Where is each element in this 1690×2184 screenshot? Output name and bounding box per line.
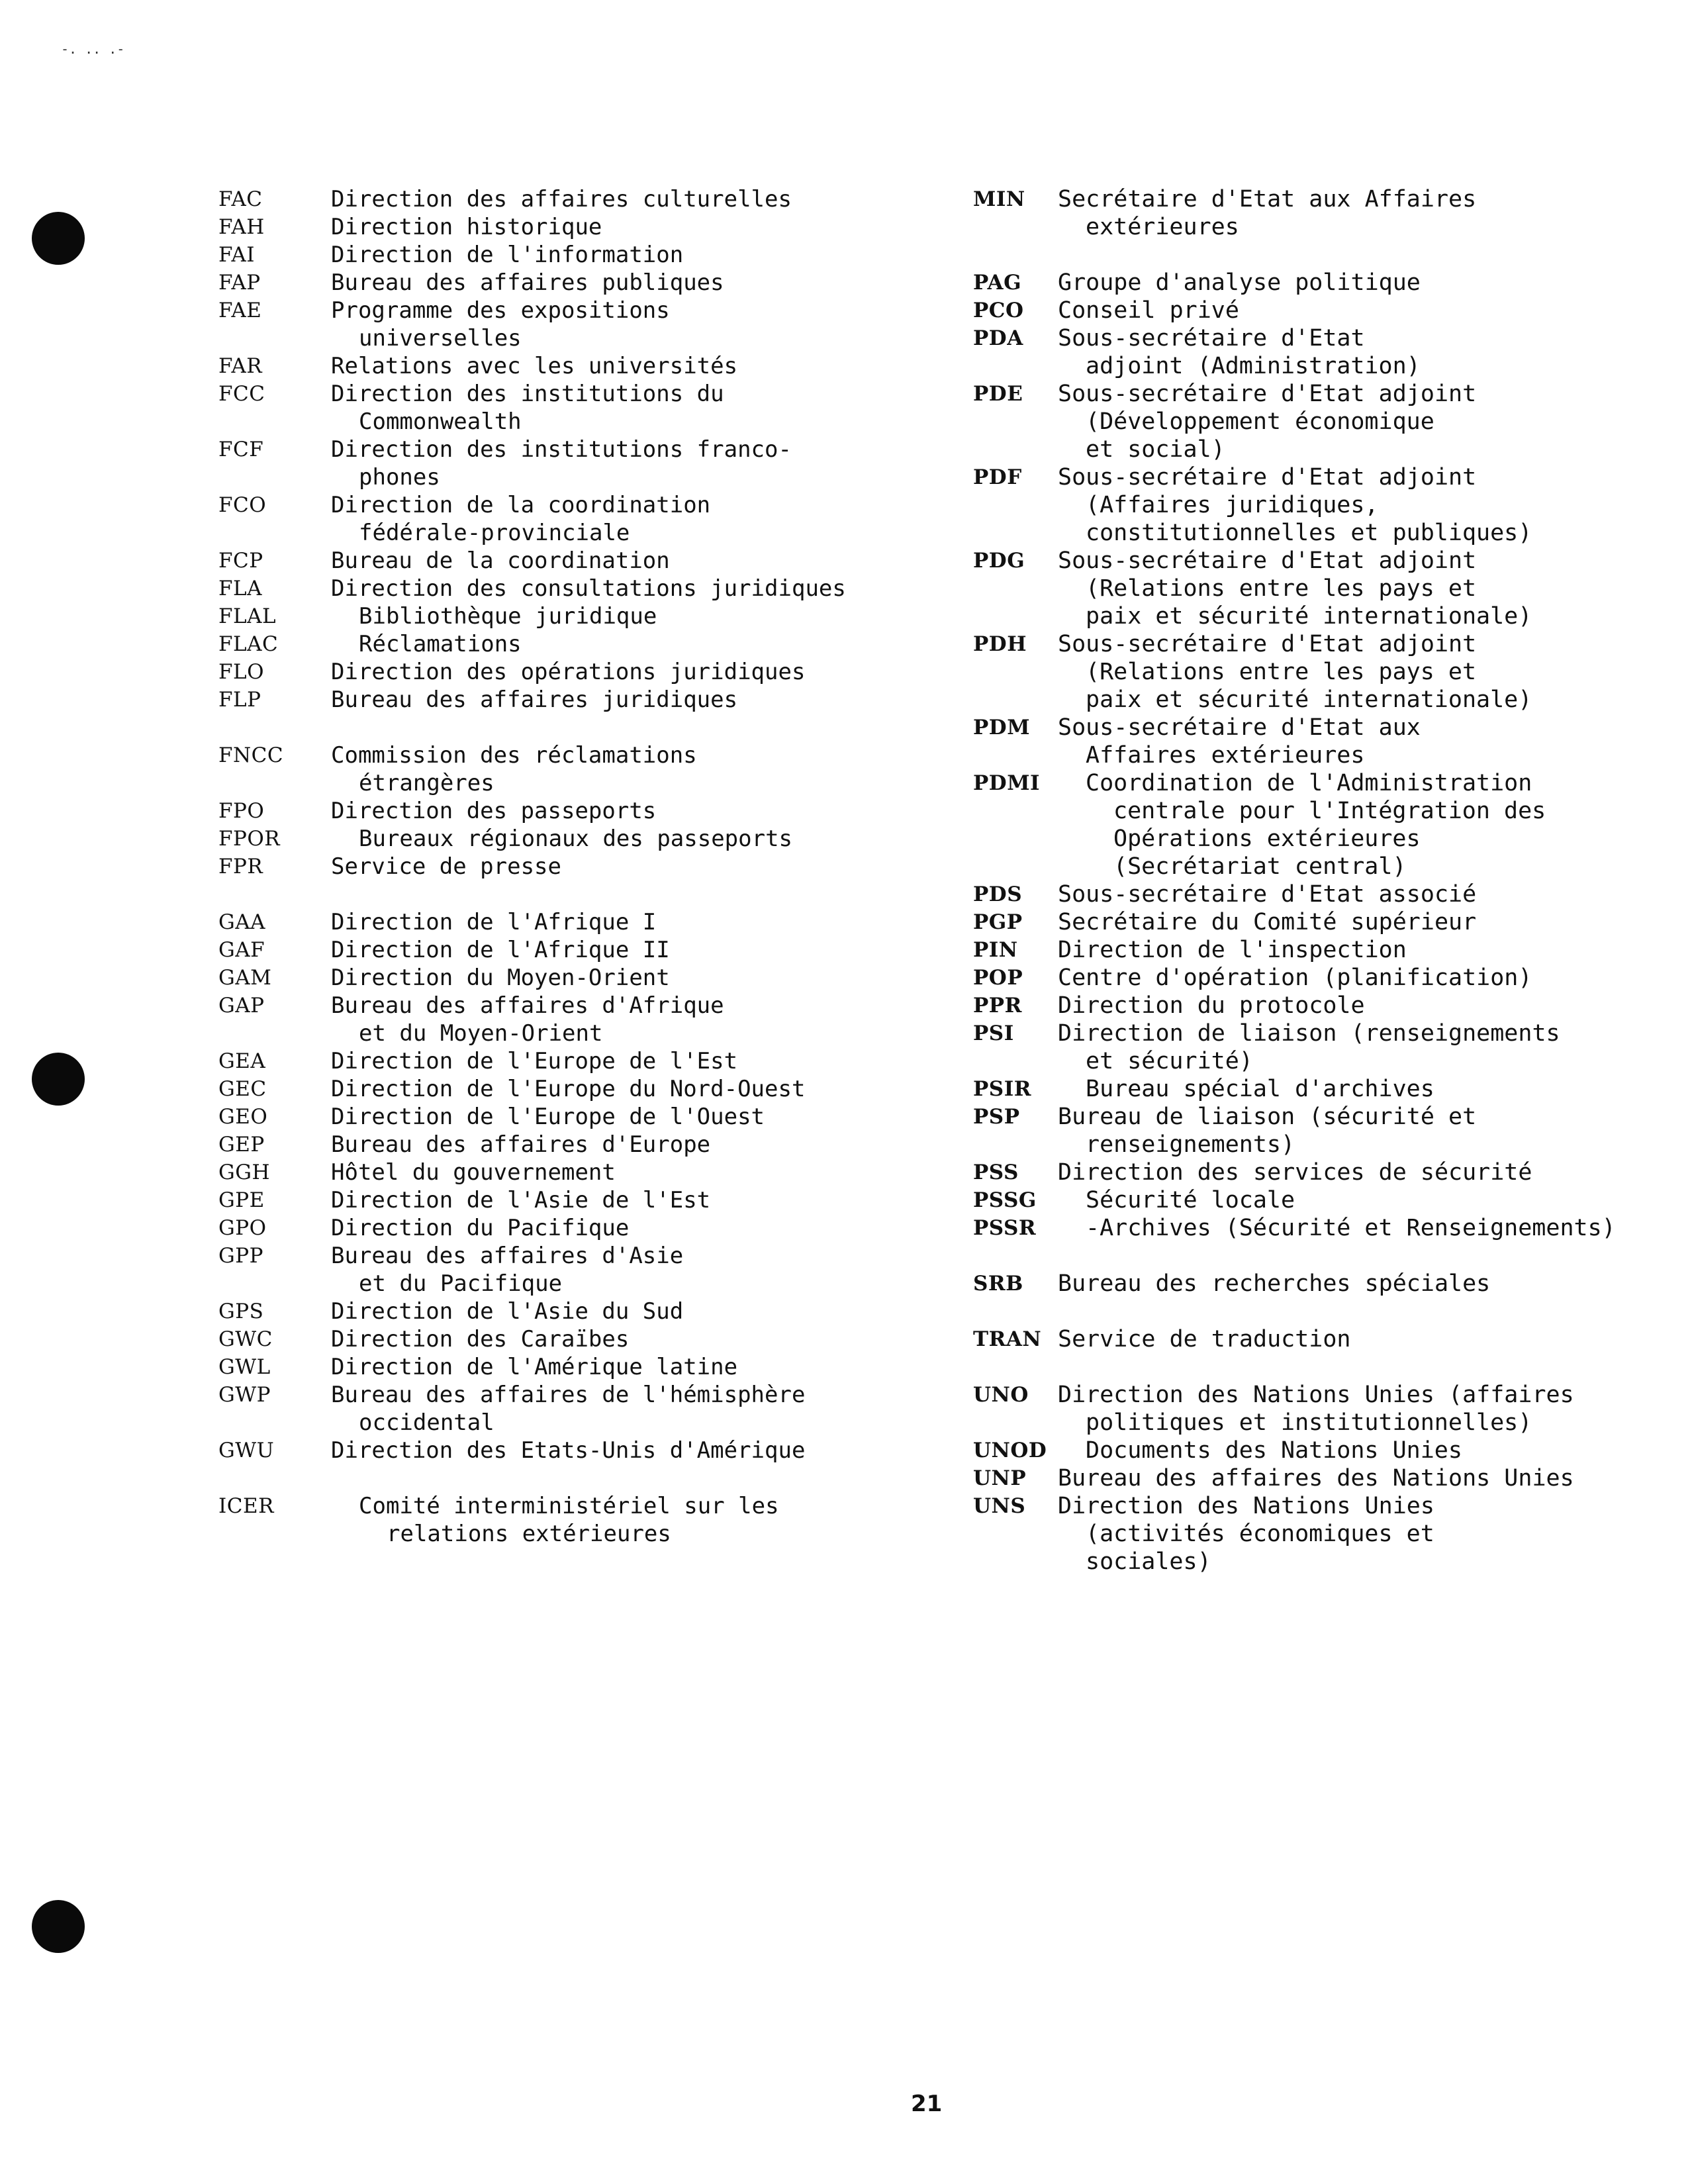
abbreviation-entry bbox=[218, 1075, 914, 1103]
description-line: Hôtel du gouvernement bbox=[331, 1159, 616, 1186]
description-line: Direction du Pacifique bbox=[331, 1215, 630, 1241]
abbreviation-code: FLAL bbox=[218, 604, 277, 628]
abbreviation-code: FCC bbox=[218, 382, 265, 406]
abbreviation-description bbox=[331, 269, 914, 297]
abbreviation-description bbox=[331, 992, 914, 1047]
abbreviation-description bbox=[331, 1437, 914, 1464]
abbreviation-code: UNO bbox=[973, 1383, 1029, 1407]
abbreviation-code: GWL bbox=[218, 1355, 271, 1379]
description-line: Réclamations bbox=[359, 631, 522, 657]
abbreviation-code: FPO bbox=[218, 799, 265, 823]
page-number: 21 bbox=[911, 2091, 943, 2117]
abbreviation-code: FPR bbox=[218, 855, 263, 878]
abbreviation-description bbox=[1058, 1381, 1675, 1437]
description-line: Bureau de liaison (sécurité et bbox=[1058, 1104, 1477, 1130]
description-line: Bureau de la coordination bbox=[331, 547, 670, 574]
abbreviation-description bbox=[331, 797, 914, 825]
spacer bbox=[973, 1242, 1675, 1270]
abbreviation-code: PDH bbox=[973, 632, 1027, 656]
abbreviation-entry bbox=[218, 741, 914, 797]
abbreviation-description bbox=[1058, 1186, 1675, 1214]
abbreviation-entry bbox=[973, 908, 1675, 936]
abbreviation-code: GPS bbox=[218, 1300, 264, 1323]
abbreviation-code: GPO bbox=[218, 1216, 267, 1240]
abbreviation-entry bbox=[973, 1075, 1675, 1103]
abbreviation-description bbox=[331, 741, 914, 797]
abbreviation-entry bbox=[218, 380, 914, 436]
abbreviation-description bbox=[1058, 547, 1675, 630]
description-line: Secrétaire du Comité supérieur bbox=[1058, 909, 1477, 935]
description-line: Direction de l'information bbox=[331, 242, 684, 268]
abbreviation-code: PDE bbox=[973, 382, 1023, 406]
abbreviation-description bbox=[331, 1242, 914, 1298]
abbreviation-entry bbox=[973, 1020, 1675, 1075]
abbreviation-code: SRB bbox=[973, 1272, 1023, 1296]
description-line: Bibliothèque juridique bbox=[359, 603, 657, 630]
abbreviation-description bbox=[331, 1075, 914, 1103]
abbreviation-code: FAH bbox=[218, 215, 265, 239]
abbreviation-code: PSS bbox=[973, 1161, 1019, 1184]
abbreviation-entry bbox=[218, 1437, 914, 1464]
description-line: étrangères bbox=[359, 770, 494, 796]
abbreviation-entry bbox=[218, 1131, 914, 1159]
description-line: Direction de l'Amérique latine bbox=[331, 1354, 738, 1380]
abbreviation-code: PDA bbox=[973, 326, 1023, 350]
abbreviation-code: GAF bbox=[218, 938, 265, 962]
abbreviation-entry bbox=[973, 269, 1675, 297]
abbreviation-description bbox=[331, 1103, 914, 1131]
description-line: Groupe d'analyse politique bbox=[1058, 269, 1421, 296]
description-line: Bureau des affaires d'Asie bbox=[331, 1243, 684, 1269]
description-line: Bureau des affaires de l'hémisphère bbox=[331, 1382, 806, 1408]
description-line: Direction des institutions franco- bbox=[331, 436, 792, 463]
description-line: Bureau des affaires des Nations Unies bbox=[1058, 1465, 1574, 1492]
abbreviation-description bbox=[1058, 880, 1675, 908]
abbreviation-entry bbox=[973, 630, 1675, 714]
abbreviation-entry bbox=[973, 1325, 1675, 1353]
description-line: Bureau spécial d'archives bbox=[1086, 1076, 1434, 1102]
abbreviation-description bbox=[331, 1381, 914, 1437]
abbreviation-code: PIN bbox=[973, 938, 1018, 962]
description-line: Bureau des affaires d'Afrique bbox=[331, 992, 724, 1019]
description-line: Direction historique bbox=[331, 214, 602, 240]
description-line: Direction des affaires culturelles bbox=[331, 186, 792, 213]
abbreviation-code: GPP bbox=[218, 1244, 263, 1268]
abbreviation-description bbox=[331, 491, 914, 547]
abbreviation-code: GPE bbox=[218, 1188, 265, 1212]
description-line: Direction de la coordination bbox=[331, 492, 711, 518]
abbreviation-description bbox=[331, 936, 914, 964]
abbreviation-entry bbox=[973, 463, 1675, 547]
abbreviation-entry bbox=[218, 1381, 914, 1437]
abbreviation-code: PAG bbox=[973, 271, 1022, 295]
description-line: Service de traduction bbox=[1058, 1326, 1351, 1353]
description-line: Sous-secrétaire d'Etat bbox=[1058, 325, 1365, 352]
description-line: Conseil privé bbox=[1058, 297, 1239, 324]
abbreviation-code: PDG bbox=[973, 549, 1025, 573]
abbreviation-entry bbox=[973, 1159, 1675, 1186]
abbreviation-code: UNS bbox=[973, 1494, 1026, 1518]
abbreviation-entry bbox=[218, 547, 914, 575]
abbreviation-entry bbox=[218, 436, 914, 491]
abbreviation-description bbox=[1058, 1159, 1675, 1186]
abbreviation-entry bbox=[218, 1353, 914, 1381]
corner-marks: -. .. .- bbox=[61, 41, 125, 57]
description-line: Direction de l'Europe du Nord-Ouest bbox=[331, 1076, 806, 1102]
abbreviation-entry bbox=[973, 992, 1675, 1020]
description-line: et du Moyen-Orient bbox=[359, 1020, 603, 1047]
abbreviation-code: FNCC bbox=[218, 743, 284, 767]
description-line: phones bbox=[359, 464, 440, 491]
description-line: sociales) bbox=[1086, 1548, 1211, 1575]
abbreviation-code: FAI bbox=[218, 243, 255, 267]
description-line: et du Pacifique bbox=[359, 1270, 563, 1297]
description-line: Direction des institutions du bbox=[331, 381, 724, 407]
abbreviation-description bbox=[331, 1159, 914, 1186]
abbreviation-code: PDF bbox=[973, 465, 1022, 489]
abbreviation-description bbox=[331, 1353, 914, 1381]
description-line: Bureau des affaires d'Europe bbox=[331, 1131, 711, 1158]
description-line: Direction de l'Asie de l'Est bbox=[331, 1187, 711, 1213]
abbreviation-code: PPR bbox=[973, 994, 1022, 1018]
description-line: constitutionnelles et publiques) bbox=[1086, 520, 1532, 546]
description-line: relations extérieures bbox=[387, 1521, 671, 1547]
abbreviation-description bbox=[1058, 1020, 1675, 1075]
description-line: Direction des opérations juridiques bbox=[331, 659, 806, 685]
abbreviation-code: FCP bbox=[218, 549, 263, 573]
description-line: Bureau des recherches spéciales bbox=[1058, 1270, 1491, 1297]
abbreviation-description bbox=[331, 575, 914, 602]
description-line: Direction des passeports bbox=[331, 798, 657, 824]
abbreviation-code: PDM bbox=[973, 716, 1031, 739]
abbreviation-code: UNP bbox=[973, 1466, 1027, 1490]
description-line: Commission des réclamations bbox=[331, 742, 697, 769]
abbreviation-entry bbox=[218, 602, 914, 630]
description-line: extérieures bbox=[1086, 214, 1239, 240]
abbreviation-code: TRAN bbox=[973, 1327, 1042, 1351]
abbreviation-code: FCO bbox=[218, 493, 267, 517]
abbreviation-description bbox=[331, 825, 914, 853]
spacer bbox=[218, 1464, 914, 1492]
abbreviation-description bbox=[1058, 380, 1675, 463]
description-line: Commonwealth bbox=[359, 408, 522, 435]
abbreviation-entry bbox=[218, 1492, 914, 1548]
description-line: adjoint (Administration) bbox=[1086, 353, 1421, 379]
abbreviation-description bbox=[1058, 297, 1675, 324]
abbreviation-description bbox=[1058, 769, 1675, 880]
abbreviation-code: GEA bbox=[218, 1049, 266, 1073]
abbreviation-description bbox=[331, 1325, 914, 1353]
abbreviation-description bbox=[331, 630, 914, 658]
abbreviation-entry bbox=[973, 1492, 1675, 1576]
spacer bbox=[973, 1353, 1675, 1381]
description-line: Direction de l'Afrique I bbox=[331, 909, 657, 935]
abbreviation-code: FPOR bbox=[218, 827, 281, 851]
abbreviation-code: PSSG bbox=[973, 1188, 1037, 1212]
abbreviation-entry bbox=[218, 213, 914, 241]
abbreviation-description bbox=[331, 1186, 914, 1214]
description-line: Direction des consultations juridiques bbox=[331, 575, 846, 602]
description-line: Comité interministériel sur les bbox=[359, 1493, 779, 1519]
description-line: Direction de l'inspection bbox=[1058, 937, 1407, 963]
abbreviation-description bbox=[331, 1214, 914, 1242]
abbreviation-code: FLP bbox=[218, 688, 261, 712]
description-line: Direction des Nations Unies bbox=[1058, 1493, 1434, 1519]
abbreviation-description bbox=[331, 658, 914, 686]
abbreviation-entry bbox=[218, 297, 914, 352]
abbreviation-code: GGH bbox=[218, 1161, 271, 1184]
left-column bbox=[218, 185, 914, 1548]
description-line: centrale pour l'Intégration des bbox=[1113, 798, 1546, 824]
abbreviation-code: PSIR bbox=[973, 1077, 1031, 1101]
description-line: Direction des services de sécurité bbox=[1058, 1159, 1532, 1186]
description-line: paix et sécurité internationale) bbox=[1086, 687, 1532, 713]
abbreviation-entry bbox=[218, 1186, 914, 1214]
description-line: Sous-secrétaire d'Etat aux bbox=[1058, 714, 1421, 741]
abbreviation-entry bbox=[973, 769, 1675, 880]
abbreviation-entry bbox=[973, 1186, 1675, 1214]
description-line: (Relations entre les pays et bbox=[1086, 575, 1477, 602]
abbreviation-entry bbox=[973, 1381, 1675, 1437]
description-line: Direction du Moyen-Orient bbox=[331, 965, 670, 991]
description-line: Sous-secrétaire d'Etat associé bbox=[1058, 881, 1477, 908]
spacer bbox=[218, 880, 914, 908]
abbreviation-code: GAP bbox=[218, 994, 265, 1018]
abbreviation-description bbox=[1058, 908, 1675, 936]
abbreviation-code: PGP bbox=[973, 910, 1023, 934]
abbreviation-description bbox=[331, 686, 914, 714]
abbreviation-description bbox=[1058, 1464, 1675, 1492]
abbreviation-code: PDMI bbox=[973, 771, 1041, 795]
abbreviation-description bbox=[1058, 463, 1675, 547]
abbreviation-entry bbox=[973, 547, 1675, 630]
description-line: Direction de l'Europe de l'Ouest bbox=[331, 1104, 765, 1130]
description-line: Relations avec les universités bbox=[331, 353, 738, 379]
description-line: Direction des Caraïbes bbox=[331, 1326, 630, 1353]
abbreviation-code: PCO bbox=[973, 299, 1024, 322]
abbreviation-description bbox=[1058, 630, 1675, 714]
abbreviation-description bbox=[331, 297, 914, 352]
abbreviation-description bbox=[1058, 269, 1675, 297]
description-line: Affaires extérieures bbox=[1086, 742, 1365, 769]
abbreviation-entry bbox=[218, 1047, 914, 1075]
spacer bbox=[973, 241, 1675, 269]
abbreviation-description bbox=[1058, 964, 1675, 992]
description-line: Documents des Nations Unies bbox=[1086, 1437, 1462, 1464]
abbreviation-code: FLO bbox=[218, 660, 265, 684]
description-line: (activités économiques et bbox=[1086, 1521, 1434, 1547]
abbreviation-code: FLAC bbox=[218, 632, 279, 656]
abbreviation-code: GEC bbox=[218, 1077, 267, 1101]
description-line: paix et sécurité internationale) bbox=[1086, 603, 1532, 630]
abbreviation-description bbox=[331, 213, 914, 241]
binder-hole bbox=[32, 1900, 85, 1953]
abbreviation-entry bbox=[973, 1437, 1675, 1464]
abbreviation-code: ICER bbox=[218, 1494, 274, 1518]
abbreviation-entry bbox=[218, 269, 914, 297]
abbreviation-entry bbox=[973, 936, 1675, 964]
spacer bbox=[973, 1298, 1675, 1325]
abbreviation-entry bbox=[218, 1214, 914, 1242]
description-line: politiques et institutionnelles) bbox=[1086, 1409, 1532, 1436]
abbreviation-description bbox=[331, 1298, 914, 1325]
abbreviation-entry bbox=[218, 825, 914, 853]
abbreviation-entry bbox=[218, 575, 914, 602]
right-column bbox=[973, 185, 1675, 1576]
description-line: Sous-secrétaire d'Etat adjoint bbox=[1058, 381, 1477, 407]
abbreviation-description bbox=[331, 1492, 914, 1548]
abbreviation-code: FAC bbox=[218, 187, 263, 211]
abbreviation-entry bbox=[973, 714, 1675, 769]
description-line: Coordination de l'Administration bbox=[1086, 770, 1532, 796]
abbreviation-description bbox=[331, 964, 914, 992]
abbreviation-code: PSP bbox=[973, 1105, 1020, 1129]
abbreviation-entry bbox=[973, 297, 1675, 324]
abbreviation-description bbox=[1058, 1437, 1675, 1464]
abbreviation-code: PDS bbox=[973, 882, 1023, 906]
abbreviation-code: GAA bbox=[218, 910, 266, 934]
abbreviation-entry bbox=[218, 853, 914, 880]
description-line: occidental bbox=[359, 1409, 494, 1436]
abbreviation-entry bbox=[218, 185, 914, 213]
description-line: et sécurité) bbox=[1086, 1048, 1253, 1074]
description-line: Centre d'opération (planification) bbox=[1058, 965, 1532, 991]
description-line: (Affaires juridiques, bbox=[1086, 492, 1379, 518]
abbreviation-description bbox=[1058, 714, 1675, 769]
abbreviation-code: FAP bbox=[218, 271, 261, 295]
abbreviation-description bbox=[1058, 936, 1675, 964]
abbreviation-entry bbox=[218, 1103, 914, 1131]
abbreviation-description bbox=[1058, 324, 1675, 380]
description-line: Sécurité locale bbox=[1086, 1187, 1295, 1213]
abbreviation-entry bbox=[973, 324, 1675, 380]
description-line: Direction des Etats-Unis d'Amérique bbox=[331, 1437, 806, 1464]
abbreviation-description bbox=[331, 853, 914, 880]
description-line: fédérale-provinciale bbox=[359, 520, 630, 546]
abbreviation-entry bbox=[973, 185, 1675, 241]
abbreviation-code: GEP bbox=[218, 1133, 265, 1157]
abbreviation-code: GAM bbox=[218, 966, 272, 990]
description-line: Direction de l'Asie du Sud bbox=[331, 1298, 684, 1325]
description-line: universelles bbox=[359, 325, 522, 352]
abbreviation-description bbox=[1058, 1270, 1675, 1298]
description-line: Service de presse bbox=[331, 853, 561, 880]
description-line: Bureau des affaires juridiques bbox=[331, 687, 738, 713]
abbreviation-code: FLA bbox=[218, 577, 262, 600]
abbreviation-description bbox=[331, 185, 914, 213]
abbreviation-code: PSI bbox=[973, 1021, 1014, 1045]
abbreviation-description bbox=[1058, 1103, 1675, 1159]
abbreviation-entry bbox=[218, 241, 914, 269]
abbreviation-description bbox=[331, 1047, 914, 1075]
abbreviation-entry bbox=[218, 658, 914, 686]
description-line: Bureau des affaires publiques bbox=[331, 269, 724, 296]
abbreviation-entry bbox=[973, 964, 1675, 992]
description-line: Direction de l'Afrique II bbox=[331, 937, 670, 963]
abbreviation-entry bbox=[218, 1159, 914, 1186]
description-line: -Archives (Sécurité et Renseignements) bbox=[1086, 1215, 1616, 1241]
abbreviation-code: GWC bbox=[218, 1327, 273, 1351]
abbreviation-entry bbox=[218, 992, 914, 1047]
abbreviation-entry bbox=[973, 1214, 1675, 1242]
description-line: renseignements) bbox=[1086, 1131, 1295, 1158]
abbreviation-entry bbox=[973, 1270, 1675, 1298]
description-line: Direction du protocole bbox=[1058, 992, 1365, 1019]
abbreviation-code: GWU bbox=[218, 1439, 275, 1462]
description-line: (Développement économique bbox=[1086, 408, 1434, 435]
abbreviation-entry bbox=[218, 908, 914, 936]
abbreviation-description bbox=[1058, 1492, 1675, 1576]
abbreviation-code: PSSR bbox=[973, 1216, 1037, 1240]
description-line: Direction de liaison (renseignements bbox=[1058, 1020, 1560, 1047]
description-line: Bureaux régionaux des passeports bbox=[359, 826, 793, 852]
description-line: Sous-secrétaire d'Etat adjoint bbox=[1058, 464, 1477, 491]
description-line: Programme des expositions bbox=[331, 297, 670, 324]
abbreviation-entry bbox=[218, 630, 914, 658]
abbreviation-entry bbox=[218, 491, 914, 547]
abbreviation-description bbox=[331, 436, 914, 491]
binder-hole bbox=[32, 1053, 85, 1106]
abbreviation-code: FAR bbox=[218, 354, 263, 378]
description-line: (Relations entre les pays et bbox=[1086, 659, 1477, 685]
abbreviation-entry bbox=[218, 964, 914, 992]
abbreviation-description bbox=[1058, 992, 1675, 1020]
abbreviation-description bbox=[1058, 1214, 1675, 1242]
binder-hole bbox=[32, 212, 85, 265]
description-line: Secrétaire d'Etat aux Affaires bbox=[1058, 186, 1477, 213]
abbreviation-entry bbox=[218, 686, 914, 714]
abbreviation-description bbox=[331, 352, 914, 380]
description-line: Direction des Nations Unies (affaires bbox=[1058, 1382, 1574, 1408]
abbreviation-code: POP bbox=[973, 966, 1023, 990]
abbreviation-code: MIN bbox=[973, 187, 1025, 211]
abbreviation-description bbox=[331, 1131, 914, 1159]
description-line: (Secrétariat central) bbox=[1113, 853, 1407, 880]
abbreviation-description bbox=[331, 241, 914, 269]
abbreviation-entry bbox=[973, 1103, 1675, 1159]
abbreviation-description bbox=[1058, 1075, 1675, 1103]
abbreviation-entry bbox=[218, 1298, 914, 1325]
description-line: Sous-secrétaire d'Etat adjoint bbox=[1058, 547, 1477, 574]
abbreviation-code: FAE bbox=[218, 299, 262, 322]
description-line: Sous-secrétaire d'Etat adjoint bbox=[1058, 631, 1477, 657]
abbreviation-description bbox=[331, 547, 914, 575]
abbreviation-entry bbox=[973, 1464, 1675, 1492]
abbreviation-code: GWP bbox=[218, 1383, 271, 1407]
abbreviation-description bbox=[1058, 1325, 1675, 1353]
abbreviation-entry bbox=[218, 1242, 914, 1298]
abbreviation-code: GEO bbox=[218, 1105, 268, 1129]
abbreviation-entry bbox=[218, 352, 914, 380]
description-line: Direction de l'Europe de l'Est bbox=[331, 1048, 738, 1074]
description-line: et social) bbox=[1086, 436, 1225, 463]
description-line: Opérations extérieures bbox=[1113, 826, 1421, 852]
abbreviation-entry bbox=[218, 797, 914, 825]
abbreviation-description bbox=[331, 602, 914, 630]
abbreviation-entry bbox=[973, 380, 1675, 463]
abbreviation-code: UNOD bbox=[973, 1439, 1047, 1462]
abbreviation-entry bbox=[973, 880, 1675, 908]
abbreviation-entry bbox=[218, 1325, 914, 1353]
abbreviation-code: FCF bbox=[218, 438, 264, 461]
abbreviation-description bbox=[1058, 185, 1675, 241]
abbreviation-entry bbox=[218, 936, 914, 964]
abbreviation-description bbox=[331, 380, 914, 436]
abbreviation-description bbox=[331, 908, 914, 936]
spacer bbox=[218, 714, 914, 741]
